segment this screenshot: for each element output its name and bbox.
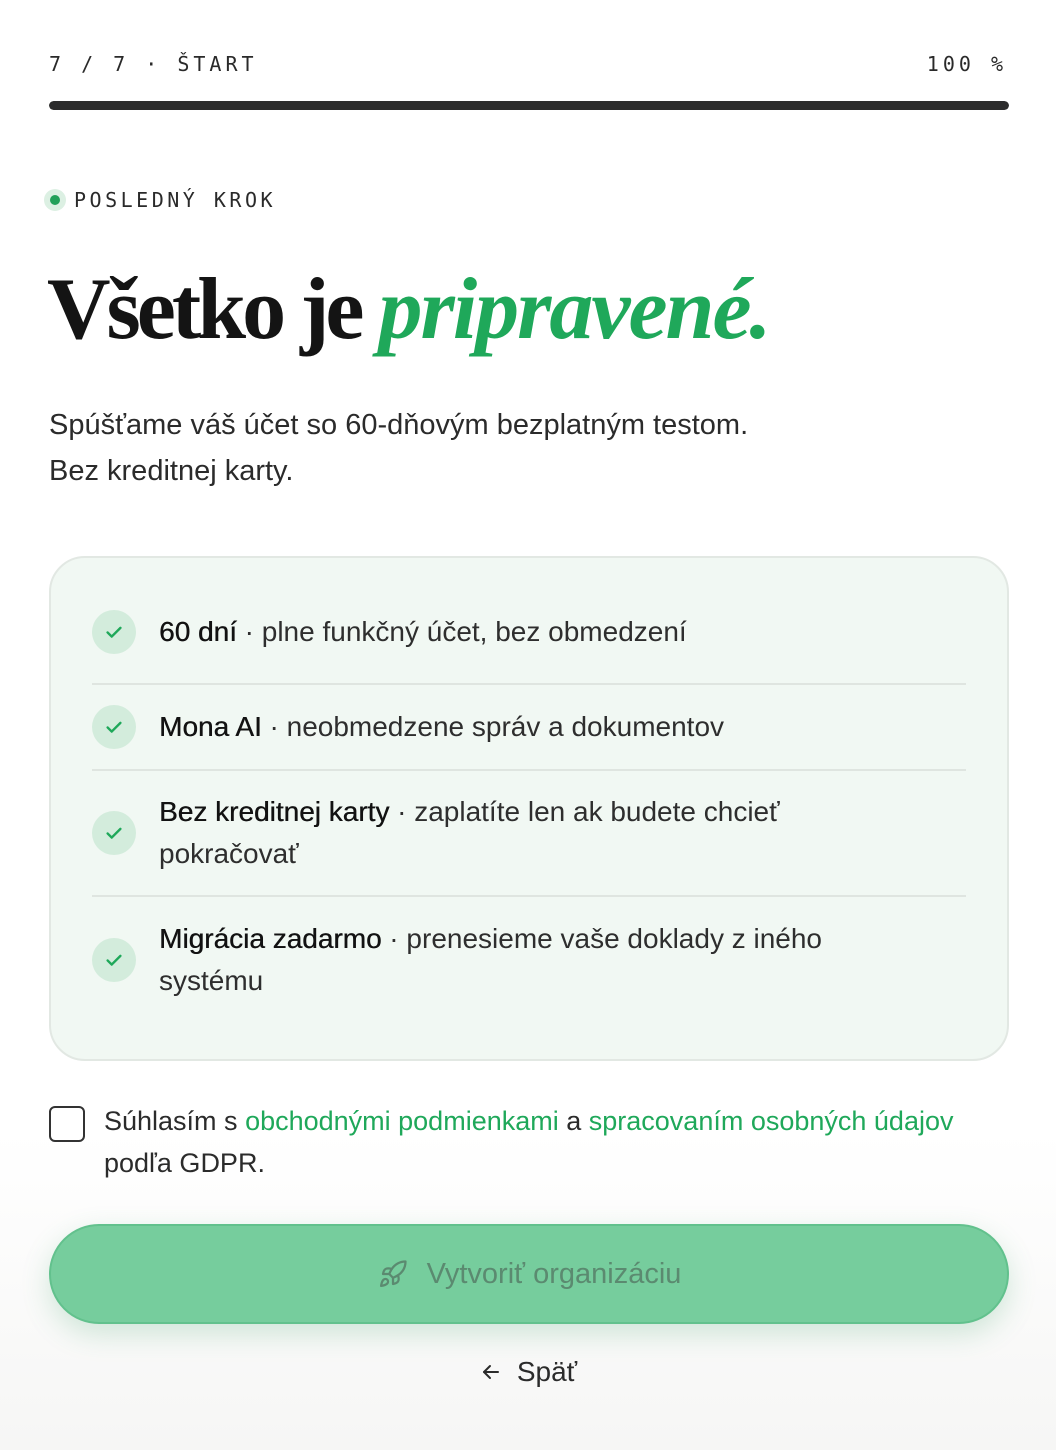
eyebrow-label: POSLEDNÝ KROK [74, 188, 277, 212]
page-title [47, 262, 770, 359]
benefit-separator: · [261, 711, 287, 742]
arrow-left-icon [479, 1360, 503, 1384]
consent-text [104, 1100, 1019, 1184]
consent-middle: a [558, 1106, 589, 1136]
back-button[interactable] [0, 1356, 1056, 1388]
progress-bar [49, 101, 1009, 110]
benefit-description: neobmedzene správ a dokumentov [286, 711, 725, 742]
progress-bar-fill [49, 101, 1009, 110]
progress-step-label: 7 / 7 · ŠTART [49, 52, 258, 76]
step-eyebrow [44, 188, 276, 212]
privacy-link[interactable]: spracovaním osobných údajov [588, 1106, 954, 1136]
rocket-icon [377, 1258, 409, 1290]
progress-percent-label: 100 % [926, 52, 1007, 76]
consent-checkbox[interactable] [49, 1106, 85, 1142]
benefit-item [92, 897, 966, 1023]
benefit-title: Mona AI [159, 711, 262, 742]
benefit-item [92, 771, 966, 897]
benefit-separator: · [389, 796, 415, 827]
create-organization-button[interactable] [49, 1224, 1009, 1324]
benefit-description: plne funkčný účet, bez obmedzení [261, 615, 687, 647]
page-subtitle [49, 402, 949, 494]
benefit-separator: · [381, 923, 407, 954]
consent-prefix: Súhlasím s [104, 1106, 246, 1136]
consent-suffix: podľa GDPR. [104, 1148, 265, 1178]
benefit-text [159, 918, 966, 1002]
benefit-title: 60 dní [159, 615, 237, 647]
create-organization-label: Vytvoriť organizáciu [426, 1257, 682, 1290]
benefit-description: prenesieme vaše doklady z iného systému [159, 923, 823, 996]
page-title-accent: pripravené. [378, 261, 770, 358]
check-icon [92, 811, 136, 855]
benefit-text [159, 611, 747, 653]
subtitle-line-2: Bez kreditnej karty. [49, 455, 294, 487]
check-icon [92, 610, 136, 654]
consent-row [49, 1100, 1019, 1184]
benefit-title: Bez kreditnej karty [159, 796, 390, 827]
benefit-description: zaplatíte len ak budete chcieť pokračovať [159, 796, 780, 869]
benefit-title: Migrácia zadarmo [159, 923, 382, 954]
check-icon [92, 705, 136, 749]
benefit-item [92, 580, 966, 685]
benefits-card [49, 556, 1009, 1061]
benefit-separator: · [236, 615, 262, 647]
check-icon [92, 938, 136, 982]
page-title-main: Všetko je [47, 261, 379, 358]
benefit-text [159, 706, 784, 748]
terms-link[interactable]: obchodnými podmienkami [245, 1106, 559, 1136]
benefit-item [92, 685, 966, 771]
benefit-text [159, 791, 966, 875]
subtitle-line-1: Spúšťame váš účet so 60-dňovým bezplatným testom. [49, 409, 749, 441]
progress-header [49, 52, 1007, 76]
status-dot-icon [44, 189, 66, 211]
back-label: Späť [516, 1356, 578, 1387]
